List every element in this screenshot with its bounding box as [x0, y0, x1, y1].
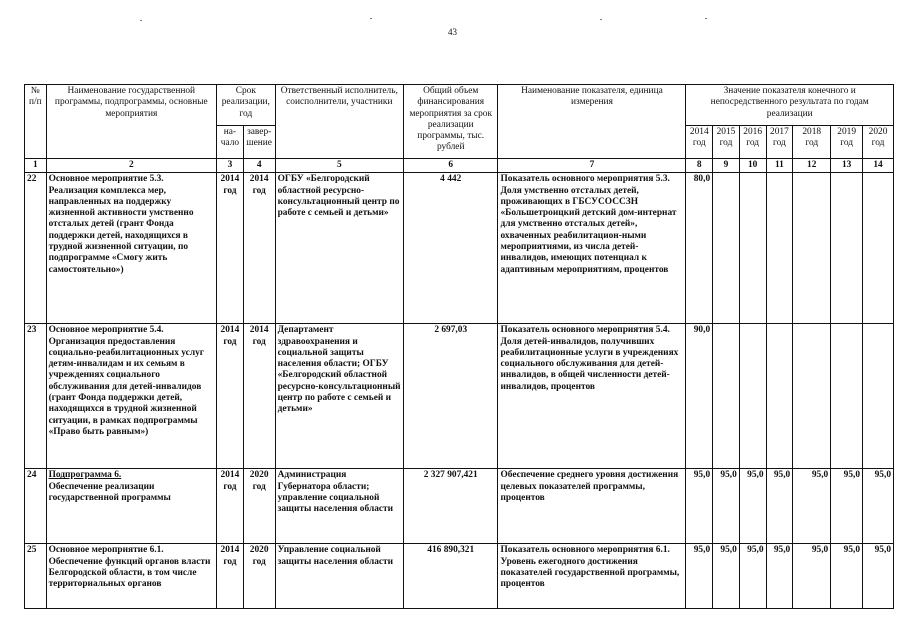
row-value: 95,0 — [863, 544, 894, 609]
column-number: 4 — [243, 159, 275, 173]
row-num: 22 — [25, 173, 47, 324]
scan-speck — [705, 18, 707, 19]
row-start: 2014 год — [217, 324, 244, 469]
row-value — [863, 173, 894, 324]
row-executor: ОГБУ «Белгородский областной ресурсно-консультационный центр по работе с семьей и детьми» — [275, 173, 403, 324]
column-number: 2 — [46, 159, 217, 173]
row-indicator-title: Показатель основного мероприятия 6.1. — [500, 545, 670, 556]
row-value — [766, 324, 793, 469]
header-start: на-чало — [217, 126, 244, 159]
row-value: 95,0 — [686, 544, 713, 609]
row-indicator: Доля детей-инвалидов, получивших реабилитационные услуги в учреждениях социального обслуживания для детей-инвалидов, в общей численности детей-инвалидов, процентов — [500, 336, 679, 392]
header-year: 2017 год — [766, 126, 793, 159]
row-value — [793, 173, 831, 324]
row-value: 90,0 — [686, 324, 713, 469]
column-number: 5 — [275, 159, 403, 173]
row-value — [739, 173, 766, 324]
row-value: 95,0 — [713, 469, 740, 544]
column-number: 12 — [793, 159, 831, 173]
row-value — [793, 324, 831, 469]
page-number: 43 — [448, 27, 457, 37]
row-funding: 4 442 — [403, 173, 497, 324]
scan-speck — [370, 18, 372, 19]
row-value: 95,0 — [766, 544, 793, 609]
column-number: 1 — [25, 159, 47, 173]
row-indicator-title: Показатель основного мероприятия 5.4. — [500, 325, 670, 336]
row-indicator-title: Показатель основного мероприятия 5.3. — [500, 174, 670, 185]
header-end: завер-шение — [243, 126, 275, 159]
header-year: 2015 год — [713, 126, 740, 159]
row-value — [863, 324, 894, 469]
header-executor: Ответственный исполнитель, соисполнители, участники — [275, 85, 403, 159]
header-year: 2016 год — [739, 126, 766, 159]
column-number-row — [25, 159, 894, 173]
table-row — [25, 544, 894, 609]
row-value: 95,0 — [793, 544, 831, 609]
row-name-cell — [46, 173, 217, 324]
table-row — [25, 173, 894, 324]
row-value: 95,0 — [831, 469, 863, 544]
row-name-cell — [46, 469, 217, 544]
row-value — [831, 173, 863, 324]
row-indicator: Доля умственно отсталых детей, проживающих в ГБСУСОССЗН «Большетроицкий детский дом-интернат для умственно отсталых детей», охваченных реабилитацион-ными мероприятиями, из числа детей-инвалидов, имеющих потенциал к адаптивным мероприятиям, процентов — [500, 185, 677, 275]
header-year: 2020 год — [863, 126, 894, 159]
column-number: 13 — [831, 159, 863, 173]
row-start: 2014 год — [217, 469, 244, 544]
row-num: 23 — [25, 324, 47, 469]
row-funding: 2 697,03 — [403, 324, 497, 469]
row-start: 2014 год — [217, 544, 244, 609]
row-value: 95,0 — [713, 544, 740, 609]
row-value: 80,0 — [686, 173, 713, 324]
row-indicator-cell — [498, 469, 686, 544]
column-number: 10 — [739, 159, 766, 173]
row-value — [713, 324, 740, 469]
scan-speck — [140, 20, 142, 21]
row-end: 2020 год — [243, 544, 275, 609]
header-name: Наименование государственной программы, подпрограммы, основные мероприятия — [46, 85, 217, 159]
column-number: 8 — [686, 159, 713, 173]
row-num: 25 — [25, 544, 47, 609]
header-year: 2018 год — [793, 126, 831, 159]
row-indicator-cell — [498, 544, 686, 609]
row-indicator: Уровень ежегодного достижения показателей государственной программы, процентов — [500, 556, 680, 590]
row-name: Организация предоставления социально-реабилитационных услуг детям-инвалидам и их семьям в учреждениях социального обслуживания для детей-инвалидов (грант Фонда поддержки детей, находящихся в трудной жизненной ситуации, в рамках подпрограммы «Право быть равным») — [48, 336, 205, 437]
header-year: 2014 год — [686, 126, 713, 159]
row-title: Подпрограмма 6. — [48, 470, 122, 481]
row-value: 95,0 — [766, 469, 793, 544]
row-value: 95,0 — [739, 469, 766, 544]
row-value — [766, 173, 793, 324]
column-number: 6 — [403, 159, 497, 173]
header-year: 2019 год — [831, 126, 863, 159]
row-funding: 2 327 907,421 — [403, 469, 497, 544]
row-indicator-cell — [498, 324, 686, 469]
header-funding: Общий объем финансирования мероприятия за срок реализации программы, тыс. рублей — [403, 85, 497, 159]
row-value: 95,0 — [793, 469, 831, 544]
header-values: Значение показателя конечного и непосредственного результата по годам реализации — [686, 85, 894, 126]
header-indicator: Наименование показателя, единица измерения — [498, 85, 686, 159]
column-number: 11 — [766, 159, 793, 173]
header-row — [25, 85, 894, 126]
row-name: Обеспечение функций органов власти Белгородской области, в том числе территориальных органов — [48, 556, 211, 590]
row-num: 24 — [25, 469, 47, 544]
row-start: 2014 год — [217, 173, 244, 324]
row-name-cell — [46, 544, 217, 609]
row-end: 2014 год — [243, 324, 275, 469]
row-value: 95,0 — [831, 544, 863, 609]
row-name-cell — [46, 324, 217, 469]
row-name: Реализация комплекса мер, направленных на поддержку жизненной активности умственно отсталых детей (грант Фонда поддержки детей, находящихся в трудной жизненной ситуации, по подпрограмме «Смогу жить самостоятельно») — [48, 185, 194, 275]
row-value — [831, 324, 863, 469]
row-title: Основное мероприятие 5.3. — [48, 174, 164, 185]
row-executor: Администрация Губернатора области; управление социальной защиты населения области — [275, 469, 403, 544]
row-value — [739, 324, 766, 469]
column-number: 3 — [217, 159, 244, 173]
table-row — [25, 324, 894, 469]
table-row — [25, 469, 894, 544]
row-value: 95,0 — [739, 544, 766, 609]
row-funding: 416 890,321 — [403, 544, 497, 609]
row-executor: Департамент здравоохранения и социальной защиты населения области; ОГБУ «Белгородский областной ресурсно-консультационный центр по работе с семьей и детьми» — [275, 324, 403, 469]
program-table — [24, 84, 894, 609]
row-executor: Управление социальной защиты населения области — [275, 544, 403, 609]
row-title: Основное мероприятие 6.1. — [48, 545, 164, 556]
row-value: 95,0 — [863, 469, 894, 544]
header-period: Срок реализации, год — [217, 85, 276, 126]
header-num: № п/п — [25, 85, 47, 159]
row-title: Основное мероприятие 5.4. — [48, 325, 164, 336]
row-value — [713, 173, 740, 324]
row-end: 2020 год — [243, 469, 275, 544]
row-value: 95,0 — [686, 469, 713, 544]
column-number: 7 — [498, 159, 686, 173]
row-name: Обеспечение реализации государственной программы — [48, 481, 171, 503]
row-end: 2014 год — [243, 173, 275, 324]
row-indicator-cell — [498, 173, 686, 324]
column-number: 14 — [863, 159, 894, 173]
scan-speck — [600, 19, 602, 20]
row-indicator: Обеспечение среднего уровня достижения целевых показателей программы, процентов — [500, 470, 679, 503]
column-number: 9 — [713, 159, 740, 173]
